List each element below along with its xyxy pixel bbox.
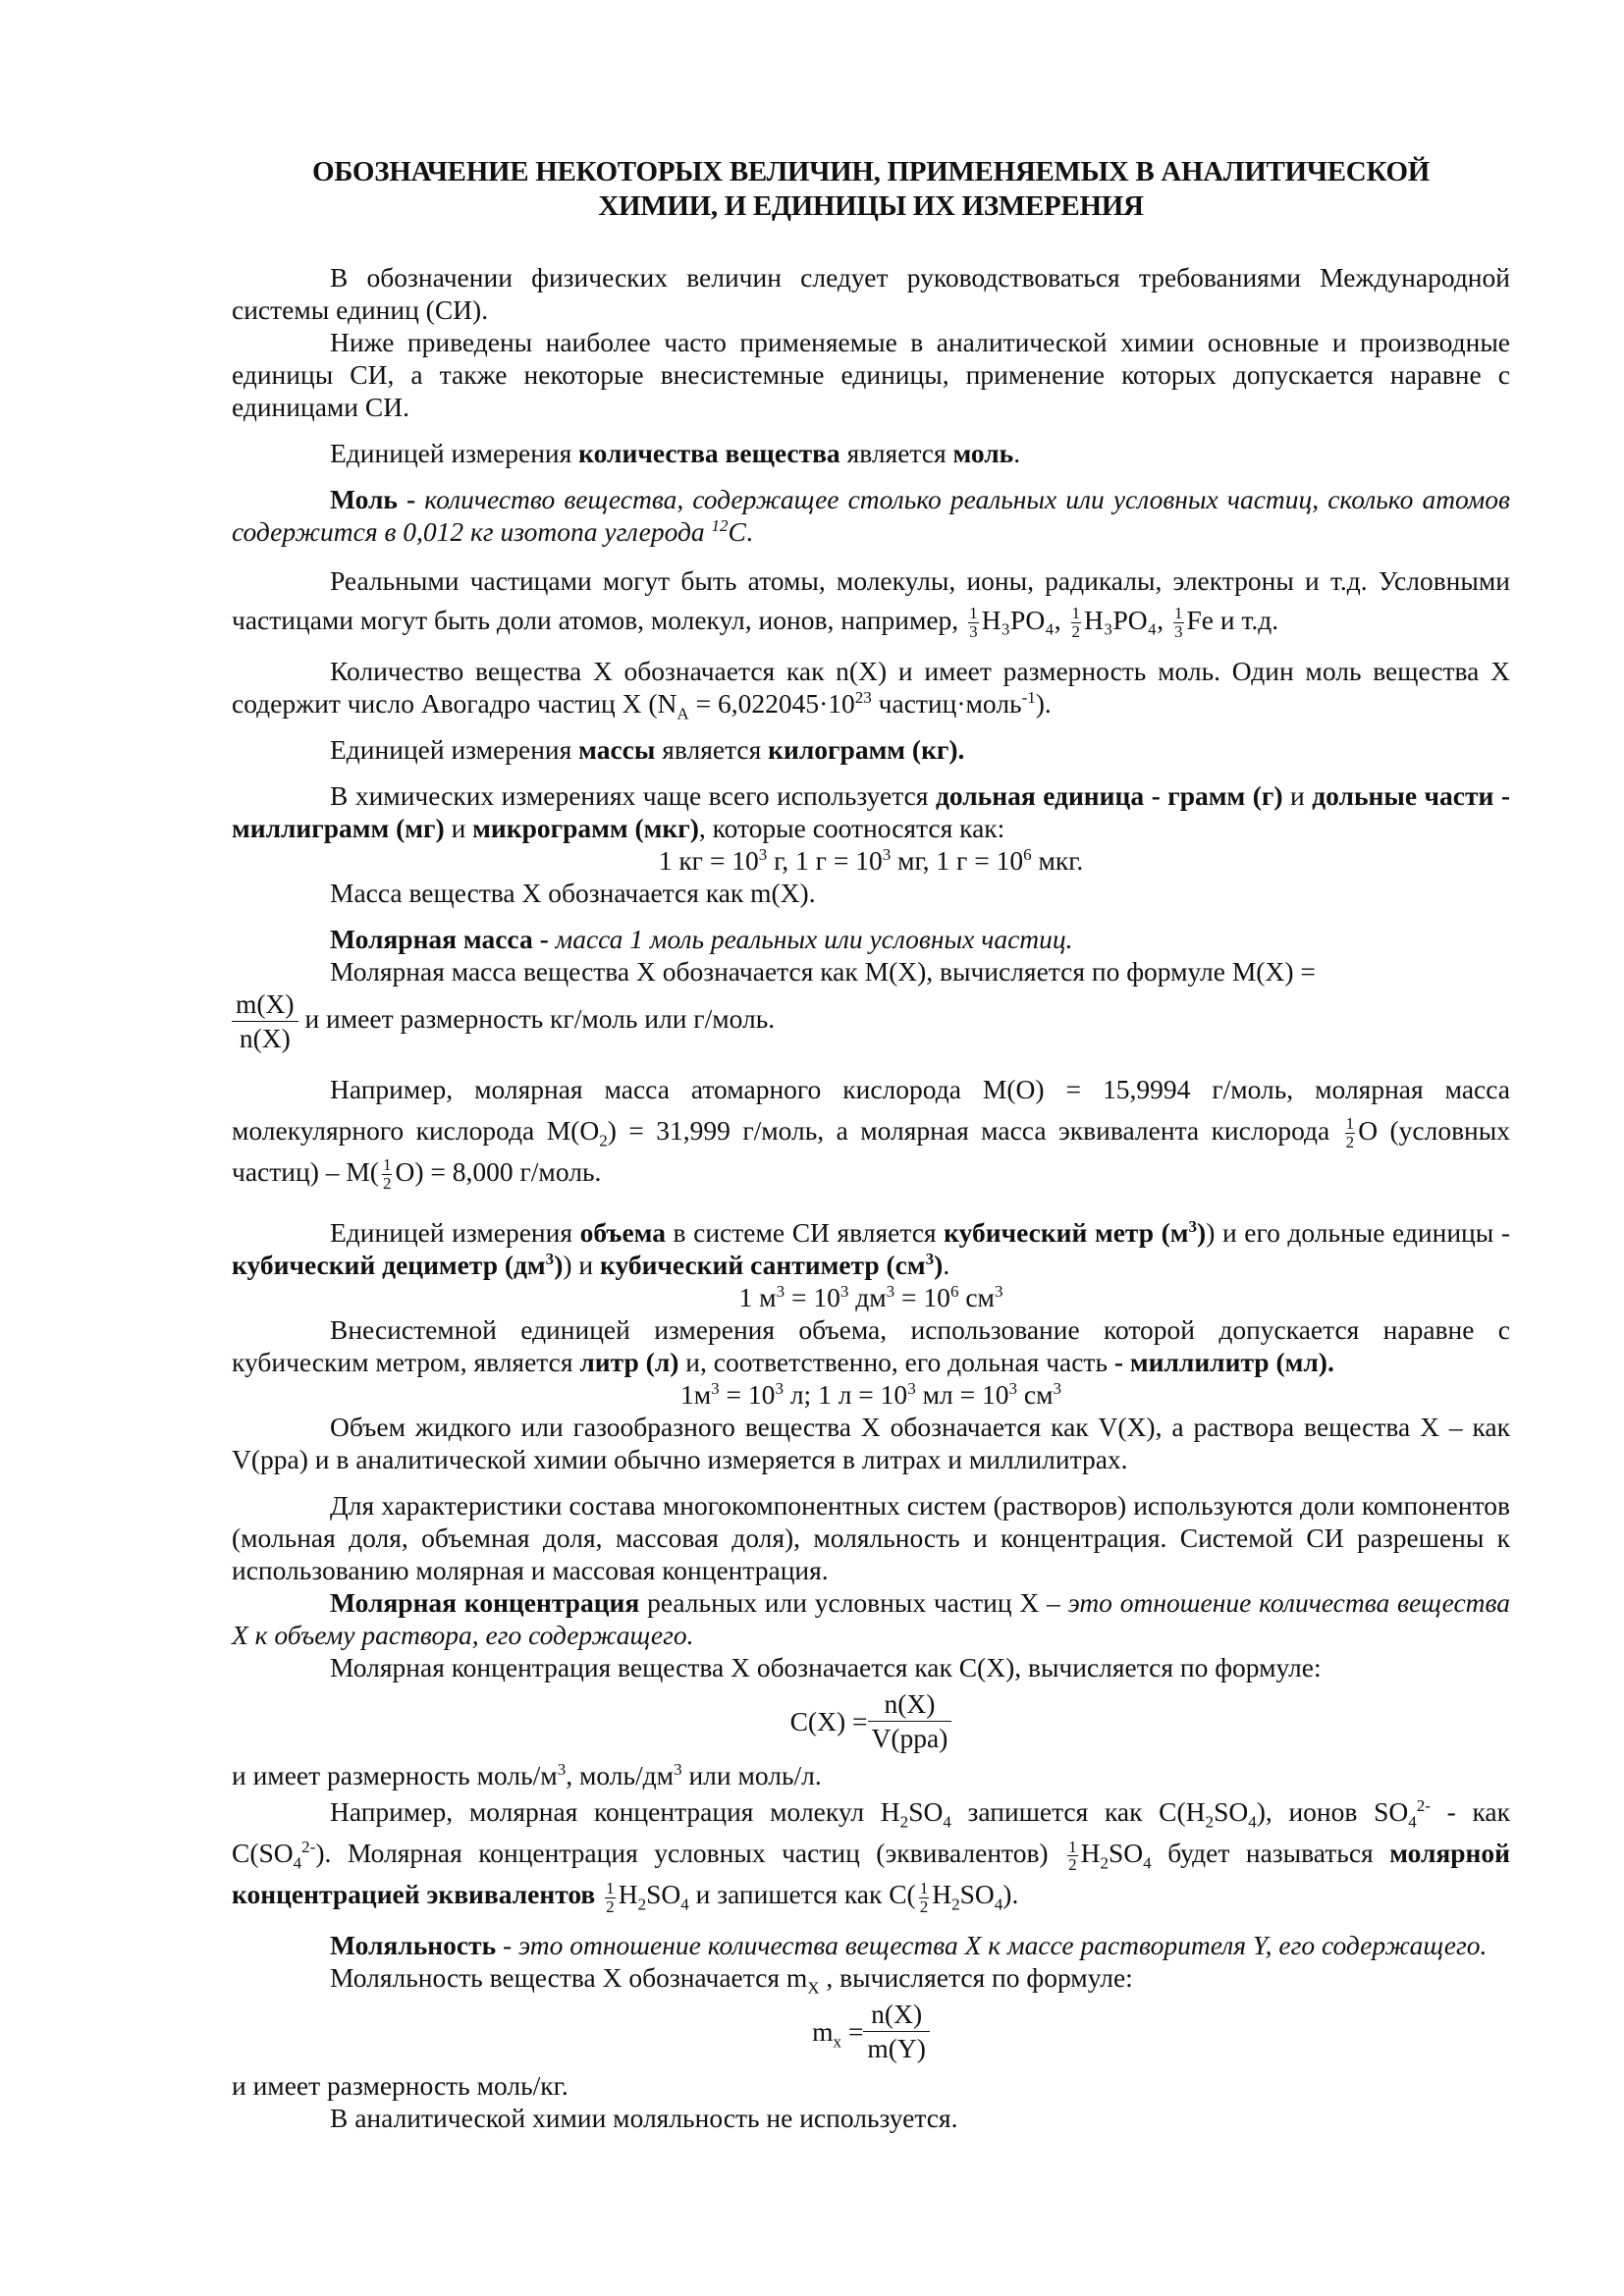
fraction-one-third: $\frac{1}{3}$ <box>1174 604 1183 642</box>
paragraph-mass-subunits: В химических измерениях чаще всего используется дольная единица - грамм (г) и дольные части - миллиграмм (мг) и микрограмм (мкг), которые соотносятся как: <box>232 780 1510 844</box>
paragraph-volume-notation: Объем жидкого или газообразного вещества X обозначается как V(X), а раствора вещества X – как V(рра) и в аналитической химии обычно измеряется в литрах и миллилитрах. <box>232 1412 1510 1475</box>
paragraph-molar-concentration-definition: Молярная концентрация реальных или условных частиц X – это отношение количества вещества X к объему раствора, его содержащего. <box>232 1587 1511 1651</box>
title-line-1: ОБОЗНАЧЕНИЕ НЕКОТОРЫХ ВЕЛИЧИН, ПРИМЕНЯЕМЫХ В АНАЛИТИЧЕСКОЙ <box>312 156 1430 187</box>
paragraph-molar-concentration-formula: Молярная концентрация вещества X обозначается как C(X), вычисляется по формуле: <box>330 1652 1322 1683</box>
fraction-one-half: $\frac{1}{2}$ <box>382 1155 392 1194</box>
fraction-one-half: $\frac{1}{2}$ <box>1345 1114 1355 1152</box>
paragraph-molality-definition: Моляльность - это отношение количества вещества X к массе растворителя Y, его содержащего. <box>330 1930 1488 1961</box>
fraction-one-half: $\frac{1}{2}$ <box>1071 604 1081 642</box>
paragraph-mass-unit: Единицей измерения массы является килограмм (кг). <box>330 734 965 766</box>
paragraph-amount-avogadro: Количество вещества X обозначается как n(X) и имеет размерность моль. Один моль вещества X содержит число Авогадро частиц X ($N_A = 6,022045\cdot 10^{23}$ частиц·моль$^{-1}$). <box>232 656 1510 723</box>
fraction-one-half: $\frac{1}{2}$ <box>606 1878 615 1916</box>
paragraph-composition: Для характеристики состава многокомпонентных систем (растворов) используются доли компонентов (мольная доля, объемная доля, массовая доля), моляльность и концентрация. Системой СИ разрешены к использованию молярная и массовая концентрация. <box>232 1490 1510 1586</box>
paragraph-particles: Реальными частицами могут быть атомы, молекулы, ионы, радикалы, электроны и т.д. Условными частицами могут быть доли атомов, молекул, ионов, например, $\frac{1}{3}$ H₃PO₄, $\frac{1}{2}$ H₃PO₄, $\frac{1}{3}$ Fe и т.д. <box>232 565 1510 642</box>
fraction-molar-mass: $\frac{m(X)}{n(X)}$ <box>232 988 298 1055</box>
fraction-one-half: $\frac{1}{2}$ <box>919 1878 929 1916</box>
paragraph-volume-unit: Единицей измерения объема в системе СИ является кубический метр $(м^3)$) и его дольные единицы - кубический дециметр $(дм^3)$) и кубический сантиметр $(см^3)$. <box>232 1217 1510 1281</box>
fraction-one-half: $\frac{1}{2}$ <box>1068 1837 1077 1875</box>
paragraph-si-intro: В обозначении физических величин следует руководствоваться требованиями Международной системы единиц (СИ). <box>232 262 1510 325</box>
page-title <box>232 155 1510 224</box>
paragraph-sulfuric-acid-example: Например, молярная концентрация молекул $H_2SO_4$ запишется как $C(H_2SO_4)$, ионов $SO_4^{2-}$ - как $C(SO_4^{2-})$. Молярная концентрация условных частиц (эквивалентов) $\frac{1}{2}$ $H_2SO_4$ будет называться молярной концентрацией эквивалентов $\frac{1}{2}$ $H_2SO_4$ и запишется как C( $\frac{1}{2}$ $H_2SO_4$). <box>232 1796 1510 1916</box>
paragraph-molality-usage: В аналитической химии моляльность не используется. <box>330 2103 958 2134</box>
paragraph-mole-definition: Моль - количество вещества, содержащее столько реальных или условных частиц, сколько атомов содержится в 0,012 кг изотопа углерода $^{12}$C. <box>232 484 1510 547</box>
paragraph-molar-mass-formula: Молярная масса вещества X обозначается как M(X), вычисляется по формуле M(X) = <box>330 956 1316 988</box>
equation-volume-conversion: 1 $м^3 = 10^3$ $дм^3 = 10^6$ $см^3$ <box>738 1282 1003 1313</box>
equation-molar-concentration: C(X) = n(X) V(рра) <box>232 1687 1510 1755</box>
fraction-one-third: $\frac{1}{3}$ <box>969 604 978 642</box>
paragraph-mass-notation: Масса вещества X обозначается как m(X). <box>330 878 816 909</box>
document-page <box>232 155 1510 2134</box>
paragraph-oxygen-example: Например, молярная масса атомарного кислорода M(O) = 15,9994 г/моль, молярная масса молекулярного кислорода $M(O_2) = 31,999$ г/моль, а молярная масса эквивалента кислорода $\frac{1}{2}$ O (условных частиц) – M( $\frac{1}{2}$ O) = 8,000 г/моль. <box>232 1074 1511 1194</box>
paragraph-concentration-units: и имеет размерность моль/$м^3$, моль/$дм^3$ или моль/л. <box>232 1760 822 1791</box>
paragraph-molar-mass-units: $\frac{m(X)}{n(X)}$ и имеет размерность кг/моль или г/моль. <box>232 988 1510 1055</box>
equation-liter-conversion: $1м^3 = 10^3$ л; 1 $л = 10^3$ мл = $10^3$ $см^3$ <box>680 1379 1061 1411</box>
paragraph-liter-unit: Внесистемной единицей измерения объема, использование которой допускается наравне с кубическим метром, является литр (л) и, соответственно, его дольная часть - миллилитр (мл). <box>232 1314 1510 1378</box>
paragraph-mole-unit: Единицей измерения количества вещества является моль. <box>330 438 1021 468</box>
paragraph-molality-formula: Моляльность вещества X обозначается $m_X$ , вычисляется по формуле: <box>330 1962 1133 1998</box>
equation-molality: $m_x$ = $\frac{n(X)}{m(Y)}$ <box>232 1998 1510 2065</box>
title-line-2: ХИМИИ, И ЕДИНИЦЫ ИХ ИЗМЕРЕНИЯ <box>598 190 1144 222</box>
equation-mass-conversion: 1 кг = $10^3$ г, 1 $г = 10^3$ мг, 1 $г = 10^6$ мкг. <box>658 844 1084 877</box>
paragraph-units-list: Ниже приведены наиболее часто применяемые в аналитической химии основные и производные единицы СИ, а также некоторые внесистемные единицы, применение которых допускается наравне с единицами СИ. <box>232 327 1510 422</box>
paragraph-molality-units: и имеет размерность моль/кг. <box>232 2070 568 2102</box>
paragraph-molar-mass-definition: Молярная масса - масса 1 моль реальных или условных частиц. <box>330 924 1073 955</box>
